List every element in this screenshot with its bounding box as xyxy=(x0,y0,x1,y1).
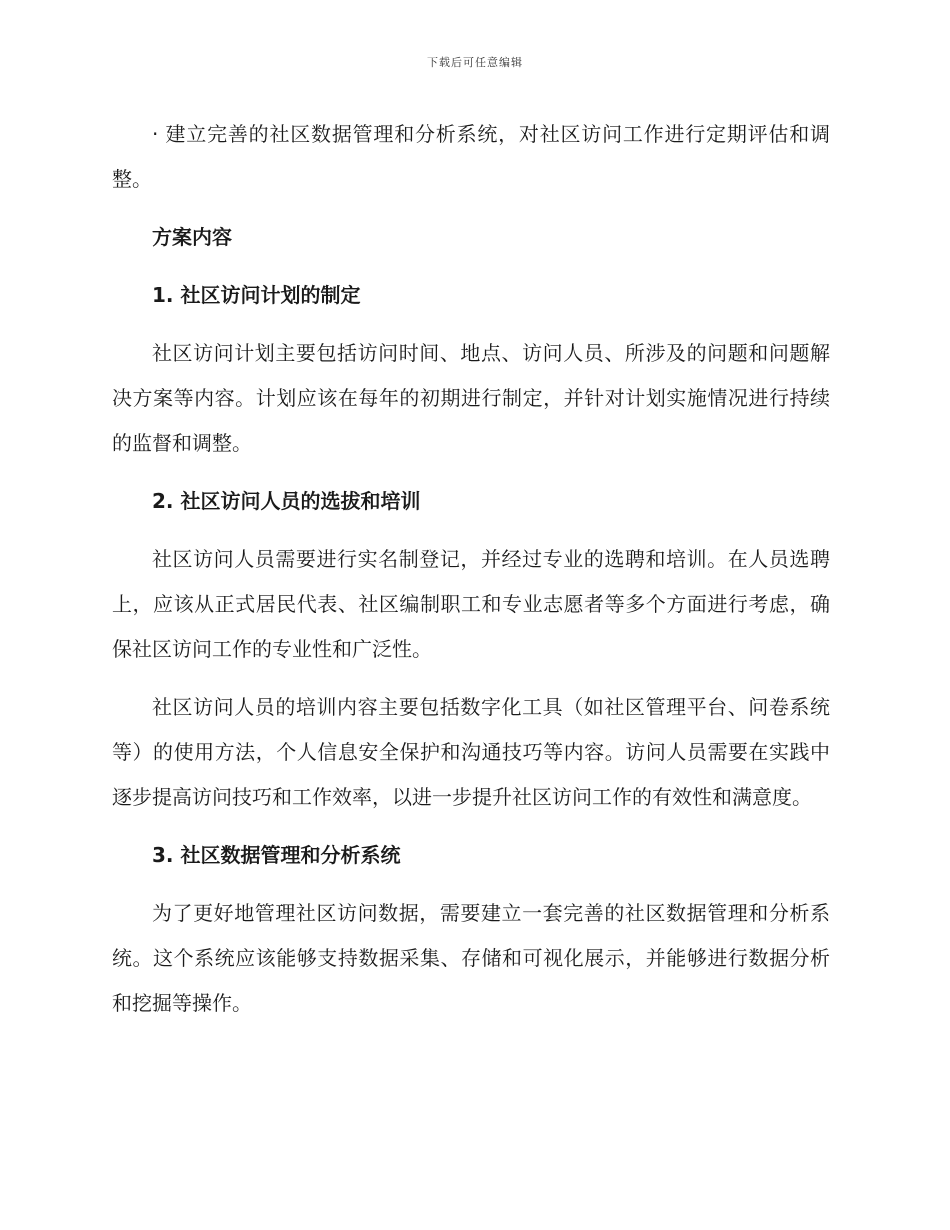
document-body xyxy=(112,112,830,1039)
paragraph-staff-selection: 社区访问人员需要进行实名制登记，并经过专业的选聘和培训。在人员选聘上，应该从正式居民代表、社区编制职工和专业志愿者等多个方面进行考虑，确保社区访问工作的专业性和广泛性。 xyxy=(112,547,830,661)
paragraph-data-system: 为了更好地管理社区访问数据，需要建立一套完善的社区数据管理和分析系统。这个系统应该能够支持数据采集、存储和可视化展示，并能够进行数据分析和挖掘等操作。 xyxy=(112,901,830,1015)
section-heading-visit-plan: 1. 社区访问计划的制定 xyxy=(152,283,361,307)
paragraph-data-system-goal: · 建立完善的社区数据管理和分析系统，对社区访问工作进行定期评估和调整。 xyxy=(112,122,830,191)
paragraph-visit-plan: 社区访问计划主要包括访问时间、地点、访问人员、所涉及的问题和问题解决方案等内容。计划应该在每年的初期进行制定，并针对计划实施情况进行持续的监督和调整。 xyxy=(112,341,830,455)
section-heading-data-system: 3. 社区数据管理和分析系统 xyxy=(152,843,401,867)
section-heading-staff-selection: 2. 社区访问人员的选拔和培训 xyxy=(152,489,421,513)
page-header: 下载后可任意编辑 xyxy=(427,56,523,69)
paragraph-staff-training: 社区访问人员的培训内容主要包括数字化工具（如社区管理平台、问卷系统等）的使用方法，个人信息安全保护和沟通技巧等内容。访问人员需要在实践中逐步提高访问技巧和工作效率，以进一步提升社区访问工作的有效性和满意度。 xyxy=(112,695,830,809)
section-heading-plan-content: 方案内容 xyxy=(152,225,232,249)
